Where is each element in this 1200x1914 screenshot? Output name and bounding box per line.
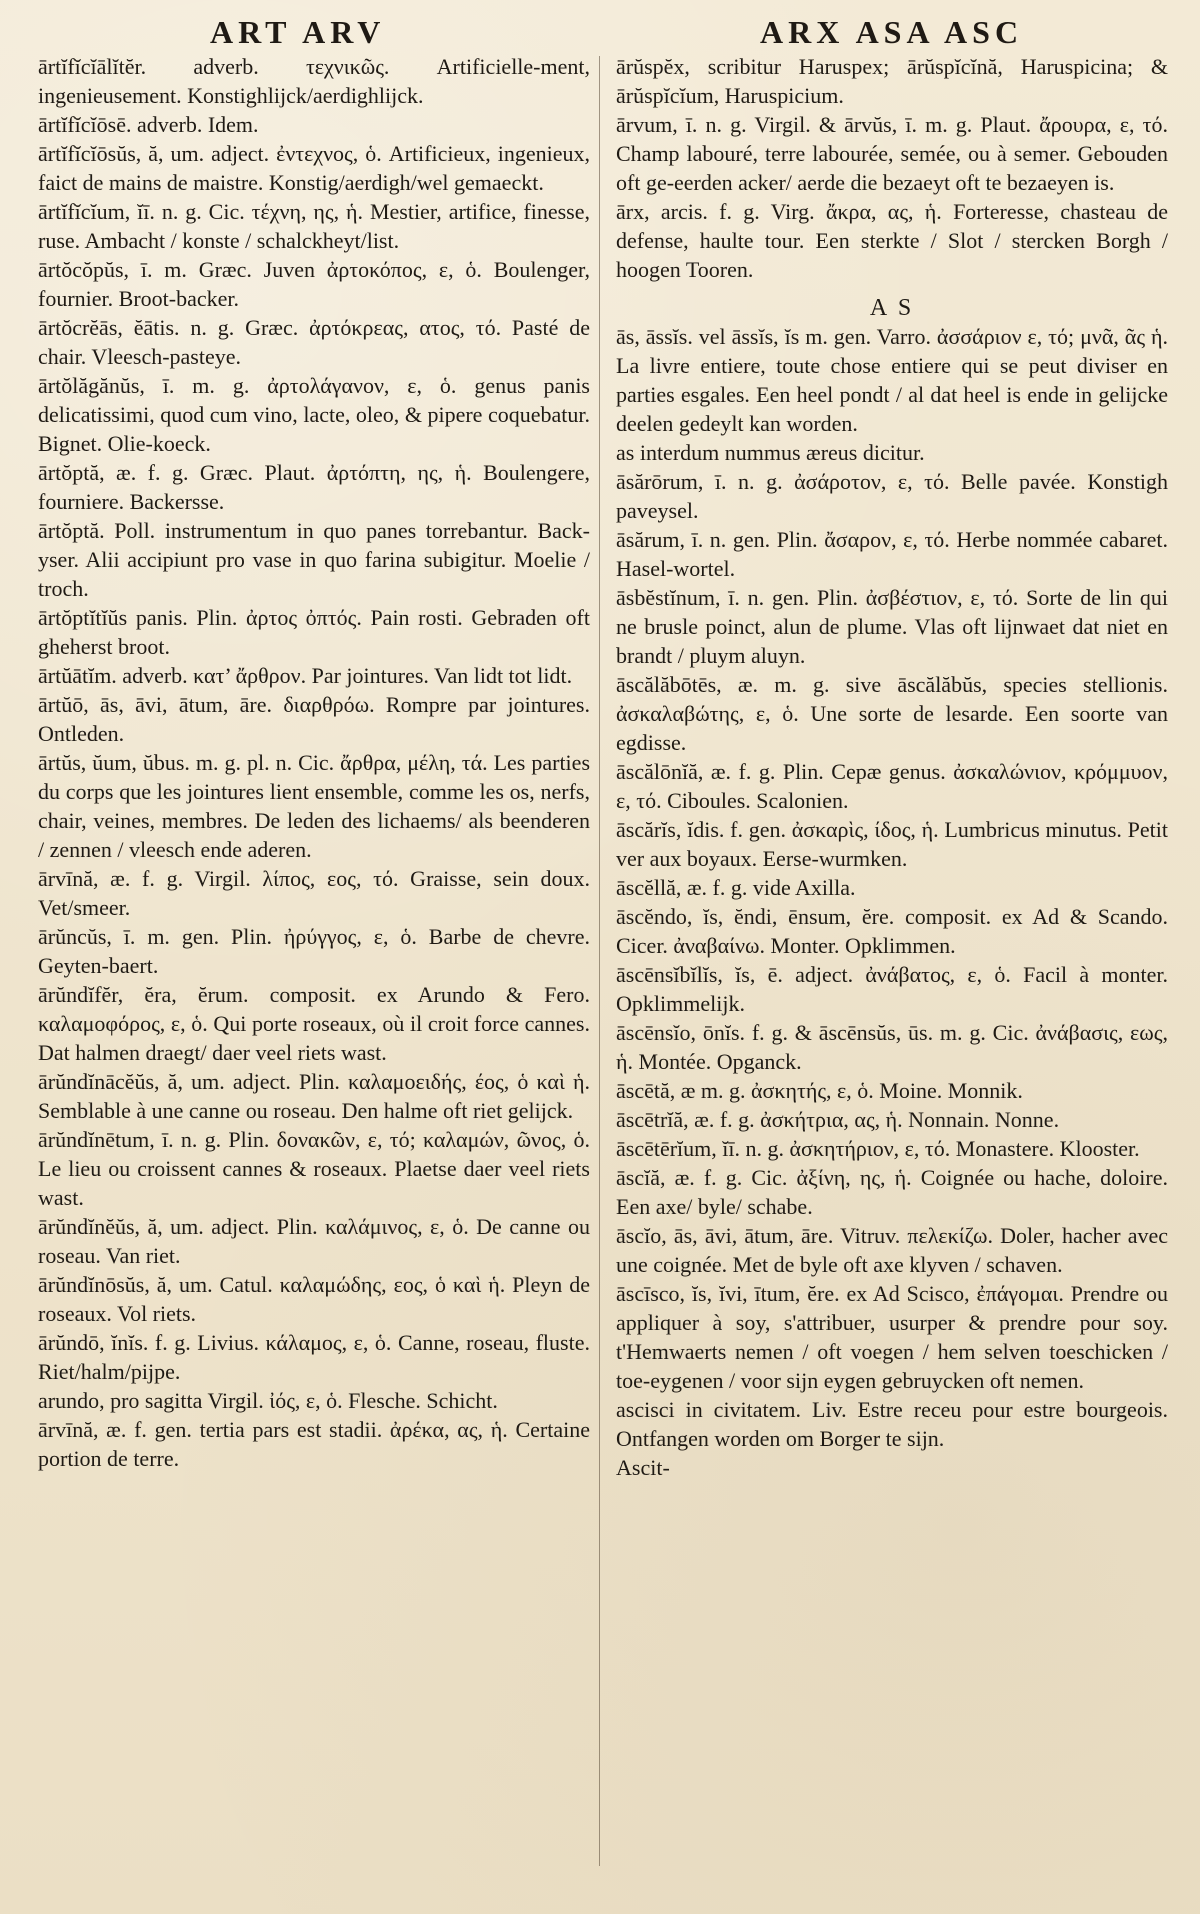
dictionary-entry: ārtŏlăgănŭs, ī. m. g. ἀρτολάγανον, ε, ὁ. genus panis delicatissimi, quod cum vino, lacte, oleo, & pipere coquebatur. Bignet. Olie-koeck. bbox=[38, 373, 590, 456]
dictionary-entry: as interdum nummus æreus dicitur. bbox=[616, 440, 925, 465]
dictionary-entry: ārvīnă, æ. f. gen. tertia pars est stadii. ἀρέκα, ας, ἡ. Certaine portion de terre. bbox=[38, 1417, 590, 1471]
dictionary-entry: ārŭncŭs, ī. m. gen. Plin. ἠρύγγος, ε, ὁ. Barbe de chevre. Geyten-baert. bbox=[38, 924, 590, 978]
column-divider bbox=[599, 56, 600, 1866]
column-right bbox=[616, 52, 1168, 1890]
dictionary-entry: āscărĭs, ĭdis. f. gen. ἀσκαρὶς, ίδος, ἡ. Lumbricus minutus. Petit ver aux boyaux. Eerse-wurmken. bbox=[616, 817, 1168, 871]
dictionary-entry: ārtĭfĭcĭōsŭs, ă, um. adject. ἐντεχνος, ὁ. Artificieux, ingenieux, faict de mains de maistre. Konstig/aerdigh/wel gemaeckt. bbox=[38, 141, 590, 195]
dictionary-entry: āscălăbōtēs, æ. m. g. sive āscălăbŭs, species stellionis. ἀσκαλαβώτης, ε, ὁ. Une sorte de lesarde. Een soorte van egdisse. bbox=[616, 672, 1168, 755]
dictionary-entry: ārtĭfĭcĭōsē. adverb. Idem. bbox=[38, 112, 259, 137]
section-heading: A S bbox=[869, 295, 915, 321]
dictionary-entry: āscīsco, ĭs, ĭvi, ītum, ĕre. ex Ad Scisco, ἐπάγομαι. Prendre ou appliquer à soy, s'attribuer, usurper & prendre pour soy. t'Hemwaerts nemen / oft voegen / hem selven toeschicken / toe-eygenen / voor sijn eygen gebruycken oft nemen. bbox=[616, 1281, 1168, 1393]
dictionary-entry: ārtŭs, ŭum, ŭbus. m. g. pl. n. Cic. ἄρθρα, μέλη, τά. Les parties du corps que les jointures lient ensemble, comme les os, nerfs, chair, veines, membres. De leden des lichaems/ als beenderen / zennen / vleesch ende aderen. bbox=[38, 750, 590, 862]
dictionary-entry: āscētrĭă, æ. f. g. ἀσκήτρια, ας, ἡ. Nonnain. Nonne. bbox=[616, 1107, 1060, 1132]
dictionary-entry: ascisci in civitatem. Liv. Estre receu pour estre bourgeois. Ontfangen worden om Borger te sijn. bbox=[616, 1397, 1168, 1451]
dictionary-entry: ārŭndĭnācĕŭs, ă, um. adject. Plin. καλαμοειδής, έος, ὁ καὶ ἡ. Semblable à une canne ou roseau. Den halme oft riet gelijck. bbox=[38, 1069, 590, 1123]
dictionary-entry: ārŭndō, ĭnĭs. f. g. Livius. κάλαμος, ε, ὁ. Canne, roseau, fluste. Riet/halm/pijpe. bbox=[38, 1330, 590, 1384]
dictionary-entry: āsărōrum, ī. n. g. ἀσάροτον, ε, τό. Belle pavée. Konstigh paveysel. bbox=[616, 469, 1168, 523]
dictionary-entry: āscĕndo, ĭs, ĕndi, ēnsum, ĕre. composit. ex Ad & Scando. Cicer. ἀναβαίνω. Monter. Opklimmen. bbox=[616, 904, 1168, 958]
dictionary-entry: ārtŭātĭm. adverb. κατ’ ἄρθρον. Par jointures. Van lidt tot lidt. bbox=[38, 663, 573, 688]
dictionary-entry: āscĕllă, æ. f. g. vide Axilla. bbox=[616, 875, 856, 900]
dictionary-entry: ās, āssĭs. vel āssĭs, ĭs m. gen. Varro. ἀσσάριον ε, τό; μνᾶ, ᾶς ἡ. La livre entiere, toute chose entiere qui se peut diviser en parties esgales. Een heel pondt / al dat heel is ende in gelijcke deelen gedeylt kan worden. bbox=[616, 324, 1168, 436]
dictionary-entry: ārŭndĭfĕr, ĕra, ĕrum. composit. ex Arundo & Fero. καλαμοφόρος, ε, ὁ. Qui porte roseaux, où il croit force cannes. Dat halmen draegt/ daer veel riets wast. bbox=[38, 982, 590, 1065]
dictionary-entry: ārŭndĭnētum, ī. n. g. Plin. δονακῶν, ε, τό; καλαμών, ῶνος, ὁ. Le lieu ou croissent cannes & roseaux. Plaetse daer veel riets wast. bbox=[38, 1127, 590, 1210]
dictionary-entry: āsărum, ī. n. gen. Plin. ἄσαρον, ε, τό. Herbe nommée cabaret. Hasel-wortel. bbox=[616, 527, 1168, 581]
dictionary-entry: āscēnsĭo, ōnĭs. f. g. & āscēnsŭs, ūs. m. g. Cic. ἀνάβασις, εως, ἡ. Montée. Opganck. bbox=[616, 1020, 1168, 1074]
dictionary-entry: āscētă, æ m. g. ἀσκητής, ε, ὁ. Moine. Monnik. bbox=[616, 1078, 1023, 1103]
running-head-right: ARX ASA ASC bbox=[760, 14, 1024, 50]
dictionary-entry: āscētērĭum, ĭī. n. g. ἀσκητήριον, ε, τό. Monastere. Klooster. bbox=[616, 1136, 1140, 1161]
dictionary-entry: ārtĭfĭcĭum, ĭī. n. g. Cic. τέχνη, ης, ἡ. Mestier, artifice, finesse, ruse. Ambacht / konste / schalckheyt/list. bbox=[38, 199, 590, 253]
dictionary-entry: ārvīnă, æ. f. g. Virgil. λίπος, εος, τό. Graisse, sein doux. Vet/smeer. bbox=[38, 866, 590, 920]
dictionary-entry: Ascit- bbox=[616, 1455, 670, 1480]
dictionary-entry: ārtŏptă. Poll. instrumentum in quo panes torrebantur. Back-yser. Alii accipiunt pro vase in quo farina subigitur. Moelie / troch. bbox=[38, 518, 590, 601]
running-head-left: ART ARV bbox=[210, 14, 386, 50]
dictionary-entry: āscĭo, ās, āvi, ātum, āre. Vitruv. πελεκίζω. Doler, hacher avec une coignée. Met de byle oft axe klyven / schaven. bbox=[616, 1223, 1168, 1277]
dictionary-entry: ārtŏcrĕās, ĕātis. n. g. Græc. ἀρτόκρεας, ατος, τό. Pasté de chair. Vleesch-pasteye. bbox=[38, 315, 590, 369]
dictionary-entry: ārŭspĕx, scribitur Haruspex; ārŭspĭcĭnă, Haruspicina; & ārŭspĭcĭum, Haruspicium. bbox=[616, 54, 1168, 108]
dictionary-entry: ārtŭō, ās, āvi, ātum, āre. διαρθρόω. Rompre par jointures. Ontleden. bbox=[38, 692, 590, 746]
dictionary-entry: ārtŏptă, æ. f. g. Græc. Plaut. ἀρτόπτη, ης, ἡ. Boulengere, fourniere. Backersse. bbox=[38, 460, 590, 514]
dictionary-entry: āscēnsĭbĭlĭs, ĭs, ē. adject. ἀνάβατος, ε, ὁ. Facil à monter. Opklimmelijk. bbox=[616, 962, 1168, 1016]
dictionary-entry: arundo, pro sagitta Virgil. ἰός, ε, ὁ. Flesche. Schicht. bbox=[38, 1388, 498, 1413]
dictionary-entry: ārvum, ī. n. g. Virgil. & ārvŭs, ī. m. g. Plaut. ἄρουρα, ε, τό. Champ labouré, terre labourée, semée, ou à semer. Gebouden oft ge-eerden acker/ aerde die bezaeyt oft te bezaeyen is. bbox=[616, 112, 1168, 195]
dictionary-entry: ārŭndĭnōsŭs, ă, um. Catul. καλαμώδης, εος, ὁ καὶ ἡ. Pleyn de roseaux. Vol riets. bbox=[38, 1272, 590, 1326]
dictionary-entry: ārŭndĭnĕŭs, ă, um. adject. Plin. καλάμινος, ε, ὁ. De canne ou roseau. Van riet. bbox=[38, 1214, 590, 1268]
column-left bbox=[38, 52, 590, 1890]
dictionary-entry: āscĭă, æ. f. g. Cic. ἀξίνη, ης, ἡ. Coignée ou hache, doloire. Een axe/ byle/ schabe. bbox=[616, 1165, 1168, 1219]
dictionary-entry: ārtŏptĭtĭŭs panis. Plin. ἀρτος ὀπτός. Pain rosti. Gebraden oft gheherst broot. bbox=[38, 605, 590, 659]
dictionary-entry: ārtĭfĭcĭālĭtĕr. adverb. τεχνικῶς. Artificielle-ment, ingenieusement. Konstighlijck/aerdighlijck. bbox=[38, 54, 590, 108]
dictionary-entry: āscălōnĭă, æ. f. g. Plin. Cepæ genus. ἀσκαλώνιον, κρόμμυον, ε, τό. Ciboules. Scalonien. bbox=[616, 759, 1168, 813]
dictionary-entry: ārx, arcis. f. g. Virg. ἄκρα, ας, ἡ. Forteresse, chasteau de defense, haulte tour. Een sterkte / Slot / stercken Borgh / hoogen Tooren. bbox=[616, 199, 1168, 282]
dictionary-entry: ārtŏcŏpŭs, ī. m. Græc. Juven ἀρτοκόπος, ε, ὁ. Boulenger, fournier. Broot-backer. bbox=[38, 257, 590, 311]
dictionary-entry: āsbĕstĭnum, ī. n. gen. Plin. ἀσβέστιον, ε, τό. Sorte de lin qui ne brusle poinct, alun de plume. Vlas oft lijnwaet dat niet en brandt / pluym aluyn. bbox=[616, 585, 1168, 668]
